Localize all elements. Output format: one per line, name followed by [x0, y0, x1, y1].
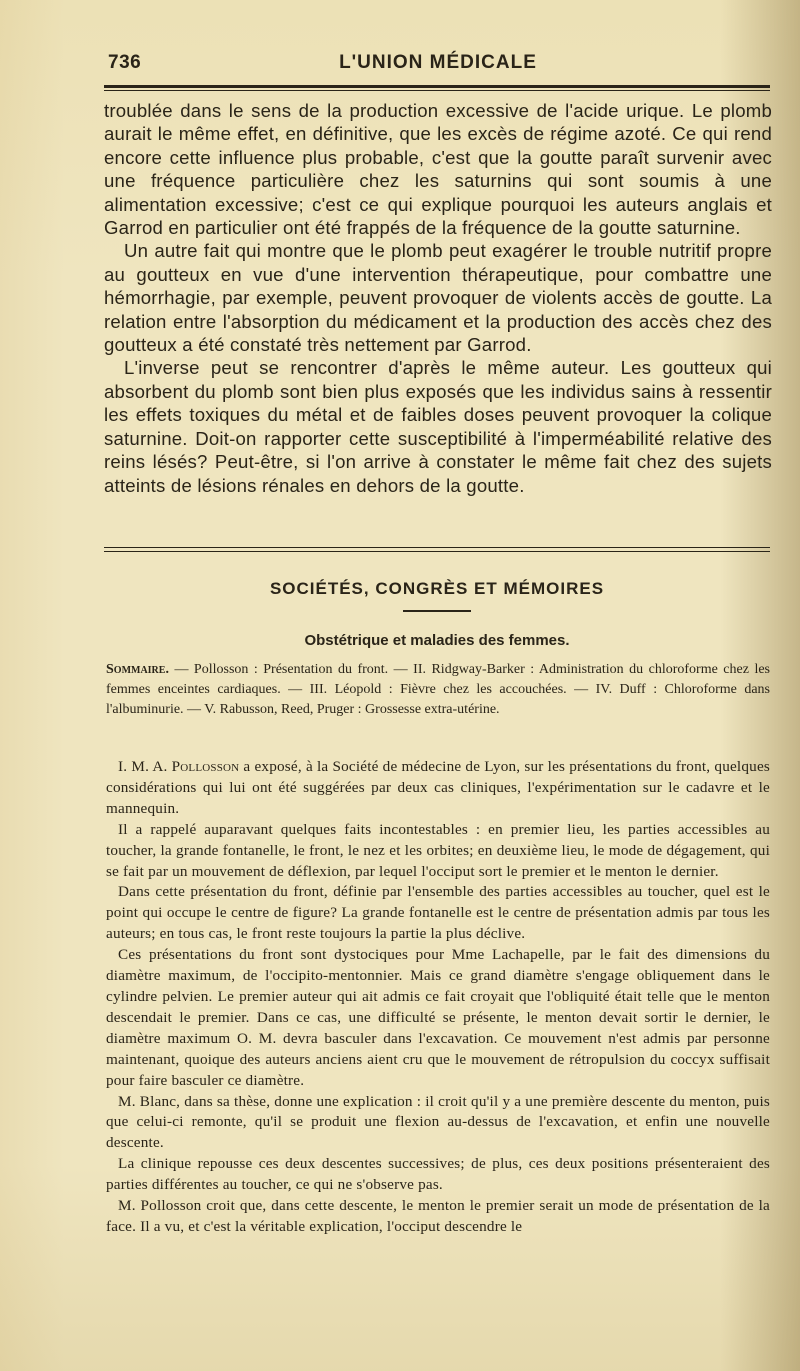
report-paragraph: La clinique repousse ces deux descentes successives; de plus, ces deux positions présenteraient des parties différentes au toucher, ce qui ne s'observe pas. [106, 1155, 770, 1194]
section-title: SOCIÉTÉS, CONGRÈS ET MÉMOIRES [269, 579, 605, 598]
report-paragraph: Il a rappelé auparavant quelques faits incontestables : en premier lieu, les parties accessibles au toucher, la grande fontanelle, le front, le nez et les orbites; en deuxième lieu, le mode de dégagement, qui se fait par un mouvement de déflexion, par lequel l'occiput sort le premier et le menton le dernier. [106, 820, 770, 880]
sommaire-label: Sommaire. [106, 662, 169, 677]
sommaire-text: — Pollosson : Présentation du front. — II. Ridgway-Barker : Administration du chloroforme chez les femmes enceintes cardiaques. — III. Léopold : Fièvre chez les accouchées. — IV. Duff : Chloroforme dans l'albuminurie. — V. Rabusson, Reed, Pruger : Grossesse extra-utérine. [106, 662, 770, 717]
page-header [108, 52, 768, 82]
report-paragraph: Ces présentations du front sont dystociques pour Mme Lachapelle, par le fait des dimensions du diamètre maximum, de l'occipito-mentonnier. Mais ce grand diamètre s'engage obliquement dans le cylindre pelvien. Le premier auteur qui ait admis ce fait croyait que l'obliquité était telle que le menton descendait le premier. Dans ce cas, une difficulté se présente, le menton devait sortir le dernier, le diamètre maximum O. M. devra basculer dans l'excavation. Ce mouvement n'est admis par personne maintenant, quoique des auteurs anciens aient cru que le mouvement de rétropulsion du coccyx suffisait pour faire basculer ce diamètre. [106, 946, 770, 1089]
page-number: 736 [108, 52, 142, 73]
report-body [106, 757, 770, 1238]
section-title-rule [403, 610, 471, 612]
report-author-name: Pollosson [171, 758, 240, 775]
article-paragraph: L'inverse peut se rencontrer d'après le même auteur. Les goutteux qui absorbent du plomb sont bien plus exposés que les individus sains à ressentir les effets toxiques du métal et de faibles doses peuvent provoquer la colique saturnine. Doit-on rapporter cette susceptibilité à l'imperméabilité relative des reins lésés? Peut-être, si l'on arrive à constater le même fait chez des sujets atteints de lésions rénales en dehors de la goutte. [104, 357, 772, 496]
article-paragraph: Un autre fait qui montre que le plomb peut exagérer le trouble nutritif propre au goutteux en vue d'une intervention thérapeutique, pour combattre une hémorrhagie, par exemple, peuvent provoquer de violents accès de goutte. La relation entre l'absorption du médicament et la production des accès chez des goutteux a été constaté très nettement par Garrod. [104, 240, 772, 356]
header-rule [104, 85, 770, 88]
article-continuation [104, 99, 772, 497]
section-rule-bottom [104, 551, 770, 552]
report-paragraph: Dans cette présentation du front, définie par l'ensemble des parties accessibles au toucher, quel est le point qui occupe le centre de figure? La grande fontanelle est le centre de présentation admis par tous les auteurs; en tous cas, le front reste toujours la partie la plus déclive. [106, 883, 770, 943]
report-paragraph: M. Blanc, dans sa thèse, donne une explication : il croit qu'il y a une première descente du menton, puis que celui-ci remonte, qu'il se produit une flexion au-dessus de l'excavation, et enfin une nouvelle descente. [106, 1092, 770, 1152]
subsection-title: Obstétrique et maladies des femmes. [304, 632, 570, 649]
section-rule-top [104, 547, 770, 548]
report-first-text: a exposé, à la Société de médecine de Lyon, sur les présentations du front, quelques considérations qui lui ont été suggérées par deux cas cliniques, l'expérimentation sur le cadavre et le mannequin. [106, 758, 770, 817]
sommaire [106, 660, 770, 720]
article-paragraph: troublée dans le sens de la production excessive de l'acide urique. Le plomb aurait le même effet, en définitive, que les excès de régime azoté. Ce qui rend encore cette influence plus probable, c'est que la goutte paraît survenir avec une fréquence particulière chez les saturnins qui sont soumis à une alimentation excessive; c'est ce qui explique pourquoi les auteurs anglais et Garrod en particulier ont été frappés de la fréquence de la goutte saturnine. [104, 100, 772, 239]
report-paragraph: M. Pollosson croit que, dans cette descente, le menton le premier serait un mode de présentation de la face. Il a vu, et c'est la véritable explication, l'occiput descendre le [106, 1197, 770, 1235]
running-title: L'UNION MÉDICALE [339, 52, 537, 73]
header-rule-thin [104, 90, 770, 91]
report-paragraph [106, 757, 770, 820]
report-prefix: I. M. A. [118, 758, 172, 775]
